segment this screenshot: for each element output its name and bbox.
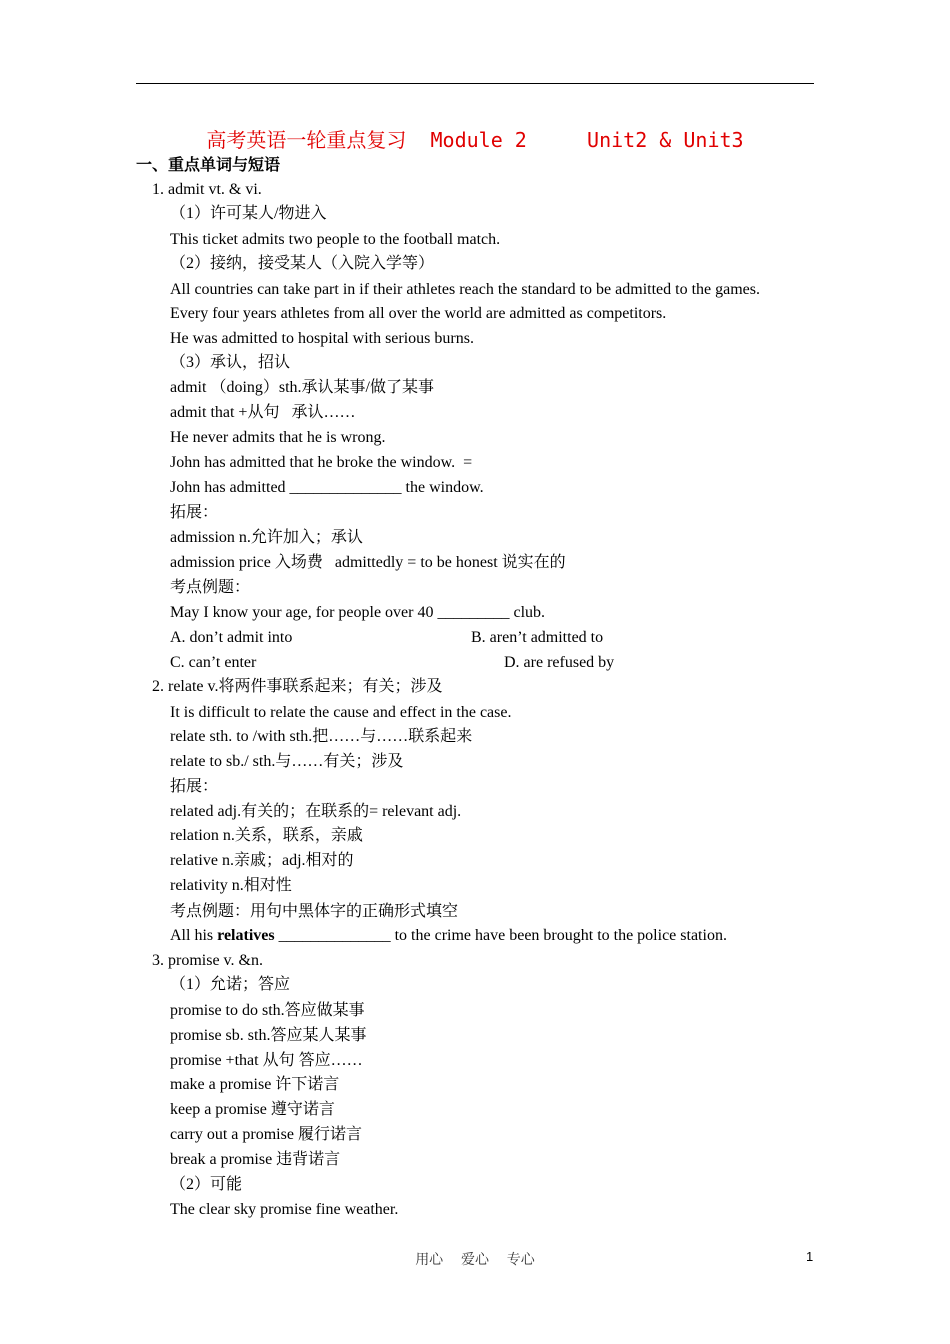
answer-option: D. are refused by bbox=[504, 654, 615, 671]
text-line: He never admits that he is wrong. bbox=[170, 429, 386, 446]
text-line: All countries can take part in if their athletes reach the standard to be admitted to the games. bbox=[170, 281, 761, 298]
text-line: relate sth. to /with sth.把……与……联系起来 bbox=[170, 728, 473, 745]
text-line: promise +that 从句 答应…… bbox=[170, 1052, 363, 1069]
numbered-entry: 2. relate v.将两件事联系起来；有关；涉及 bbox=[152, 678, 443, 695]
text-line: related adj.有关的；在联系的= relevant adj. bbox=[170, 803, 462, 820]
text-line: relate to sb./ sth.与……有关；涉及 bbox=[170, 753, 404, 770]
text-line: John has admitted that he broke the window. = bbox=[170, 454, 473, 471]
page-footer: 用心 爱心 专心 bbox=[415, 1252, 535, 1268]
text-line: admit （doing）sth.承认某事/做了某事 bbox=[170, 379, 435, 396]
text-line: promise sb. sth.答应某人某事 bbox=[170, 1027, 367, 1044]
text-line: It is difficult to relate the cause and effect in the case. bbox=[170, 704, 512, 721]
section-heading: 一、重点单词与短语 bbox=[136, 157, 281, 174]
text-line: 拓展： bbox=[170, 778, 219, 795]
text-line: The clear sky promise fine weather. bbox=[170, 1201, 399, 1218]
text-line: Every four years athletes from all over the world are admitted as competitors. bbox=[170, 305, 667, 322]
text-line: break a promise 违背诺言 bbox=[170, 1151, 341, 1168]
page-number: 1 bbox=[806, 1249, 814, 1264]
answer-option: C. can’t enter bbox=[170, 654, 257, 671]
text-line: 拓展： bbox=[170, 504, 219, 521]
exercise-sentence bbox=[170, 926, 727, 946]
answer-option: B. aren’t admitted to bbox=[471, 629, 604, 646]
sentence-end: ______________ to the crime have been brought to the police station. bbox=[274, 927, 727, 944]
numbered-entry: 1. admit vt. & vi. bbox=[152, 181, 262, 198]
text-line: relation n.关系，联系，亲戚 bbox=[170, 827, 363, 844]
text-line: （1）许可某人/物进入 bbox=[170, 205, 327, 222]
text-line: 考点例题： bbox=[170, 579, 251, 596]
sentence-start: All his bbox=[170, 927, 218, 944]
text-line: relativity n.相对性 bbox=[170, 877, 292, 894]
text-line: （1）允诺；答应 bbox=[170, 976, 291, 993]
text-line: This ticket admits two people to the football match. bbox=[170, 231, 501, 248]
text-line: admission n.允许加入；承认 bbox=[170, 529, 363, 546]
text-line: keep a promise 遵守诺言 bbox=[170, 1101, 335, 1118]
text-line: relative n.亲戚；adj.相对的 bbox=[170, 852, 354, 869]
numbered-entry: 3. promise v. &n. bbox=[152, 952, 263, 969]
text-line: May I know your age, for people over 40 _________ club. bbox=[170, 604, 546, 621]
text-line: admission price 入场费 admittedly = to be honest 说实在的 bbox=[170, 554, 566, 571]
page-title: 高考英语一轮重点复习 Module 2 Unit2 & Unit3 bbox=[206, 128, 744, 152]
text-line: He was admitted to hospital with serious burns. bbox=[170, 330, 474, 347]
text-line: carry out a promise 履行诺言 bbox=[170, 1126, 362, 1143]
header-rule bbox=[136, 83, 814, 84]
text-line: John has admitted ______________ the window. bbox=[170, 479, 484, 496]
bold-keyword: relatives bbox=[217, 927, 275, 944]
text-line: admit that +从句 承认…… bbox=[170, 404, 356, 421]
text-line: （2）接纳，接受某人（入院入学等） bbox=[170, 255, 435, 272]
answer-option: A. don’t admit into bbox=[170, 629, 293, 646]
text-line: promise to do sth.答应做某事 bbox=[170, 1002, 365, 1019]
text-line: （2）可能 bbox=[170, 1176, 243, 1193]
text-line: make a promise 许下诺言 bbox=[170, 1076, 340, 1093]
text-line: （3）承认，招认 bbox=[170, 354, 291, 371]
text-line: 考点例题：用句中黑体字的正确形式填空 bbox=[170, 903, 459, 920]
